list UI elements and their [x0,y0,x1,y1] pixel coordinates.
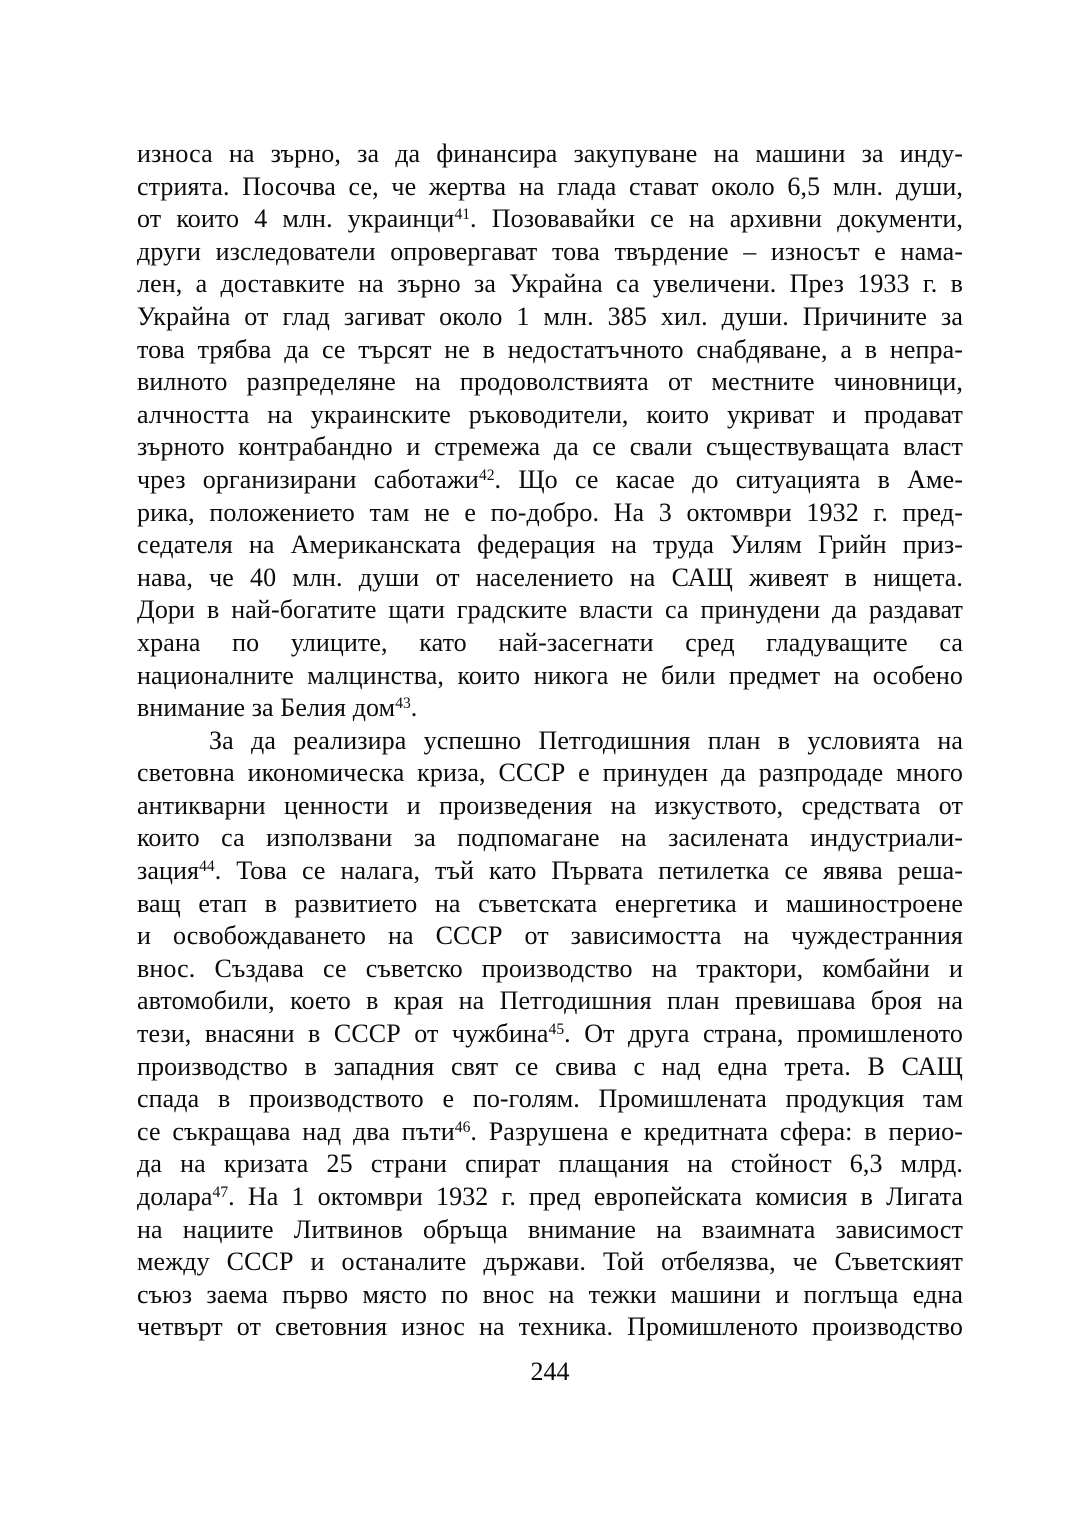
text-line: от които 4 млн. украинци$^{41}$. Позовавайки се на архивни документи, [137,204,963,234]
text-line: внимание за Белия дом$^{43}$. [137,693,418,723]
footnote-ref: 46 [454,1118,471,1136]
text-line: производство в западния свят се свива с над една трета. В САЩ [137,1051,963,1081]
text-line: националните малцинства, които никога не били предмет на особено [137,660,963,690]
paragraph [137,138,963,725]
text-line: вилното разпределяне на продоволствията от местните чиновници, [137,367,963,397]
text-line: четвърт от световния износ на техника. Промишленото производство [137,1312,963,1342]
text-line: спада в производството е по-голям. Промишлената продукция там [137,1084,963,1114]
text-block [137,138,963,1344]
text-line: седателя на Американската федерация на труда Уилям Грийн приз- [137,530,963,560]
footnote-ref: 45 [548,1020,565,1038]
text-line: други изследователи опровергават това твърдение – износът е нама- [137,236,963,266]
text-line: алчността на украинските ръководители, които укриват и продават [137,399,963,429]
text-line: автомобили, което в края на Петгодишния план превишава броя на [137,986,963,1016]
text-line: зърното контрабандно и стремежа да се свали съществуващата власт [137,432,963,462]
text-line: рика, положението там не е по-добро. На 3 октомври 1932 г. пред- [137,497,963,527]
page-number: 244 [530,1357,570,1386]
text-line: съюз заема първо място по внос на тежки машини и поглъща една [137,1279,963,1309]
footnote-ref: 41 [454,206,471,224]
footnote-ref: 43 [395,694,411,712]
text-line: внос. Създава се съветско производство на трактори, комбайни и [137,953,963,983]
text-line: и освобождаването на СССР от зависимостта на чуждестранния [137,921,963,951]
text-line: световна икономическа криза, СССР е принуден да разпродаде много [137,758,963,788]
text-line: между СССР и останалите държави. Той отбелязва, че Съветският [137,1247,963,1277]
text-line: стрията. Посочва се, че жертва на глада стават около 6,5 млн. души, [137,171,963,201]
text-line: антикварни ценности и произведения на изкуството, средствата от [137,790,963,820]
paragraph [137,725,963,1344]
text-line: Украйна от глад загиват около 1 млн. 385 хил. души. Причините за [137,301,963,331]
footnote-ref: 47 [212,1183,229,1201]
text-line: които са използвани за подпомагане на засилената индустриали- [137,823,963,853]
text-line: ващ етап в развитието на съветската енергетика и машиностроене [137,888,963,918]
text-line: се съкращава над два пъти$^{46}$. Разрушена е кредитната сфера: в перио- [137,1116,963,1146]
text-line: на нациите Литвинов обръща внимание на взаимната зависимост [137,1214,963,1244]
text-line: долара$^{47}$. На 1 октомври 1932 г. пред европейската комисия в Лигата [137,1182,963,1211]
text-line: Дори в най-богатите щати градските власти са принудени да раздават [137,595,963,625]
text-line: тези, внасяни в СССР от чужбина$^{45}$. От друга страна, промишленото [137,1019,963,1049]
footnote-ref: 42 [478,466,495,484]
text-line: чрез организирани саботажи$^{42}$. Що се касае до ситуацията в Аме- [137,464,963,494]
text-line: да на кризата 25 страни спират плащания на стойност 6,3 млрд. [137,1149,963,1179]
footnote-ref: 44 [199,857,215,875]
text-line: нава, че 40 млн. души от населението на САЩ живеят в нищета. [137,562,963,592]
text-line: това трябва да се търсят не в недостатъчното снабдяване, а в непра- [137,334,963,364]
text-line: За да реализира успешно Петгодишния план в условията на [209,725,963,755]
text-line: лен, а доставките на зърно за Украйна са увеличени. През 1933 г. в [137,269,963,299]
text-line: храна по улиците, като най-засегнати сред гладуващите са [137,627,963,657]
text-line: зация$^{44}$. Това се налага, тъй като Първата петилетка се явява реша- [137,856,963,886]
text-line: износа на зърно, за да финансира закупуване на машини за инду- [137,139,963,168]
